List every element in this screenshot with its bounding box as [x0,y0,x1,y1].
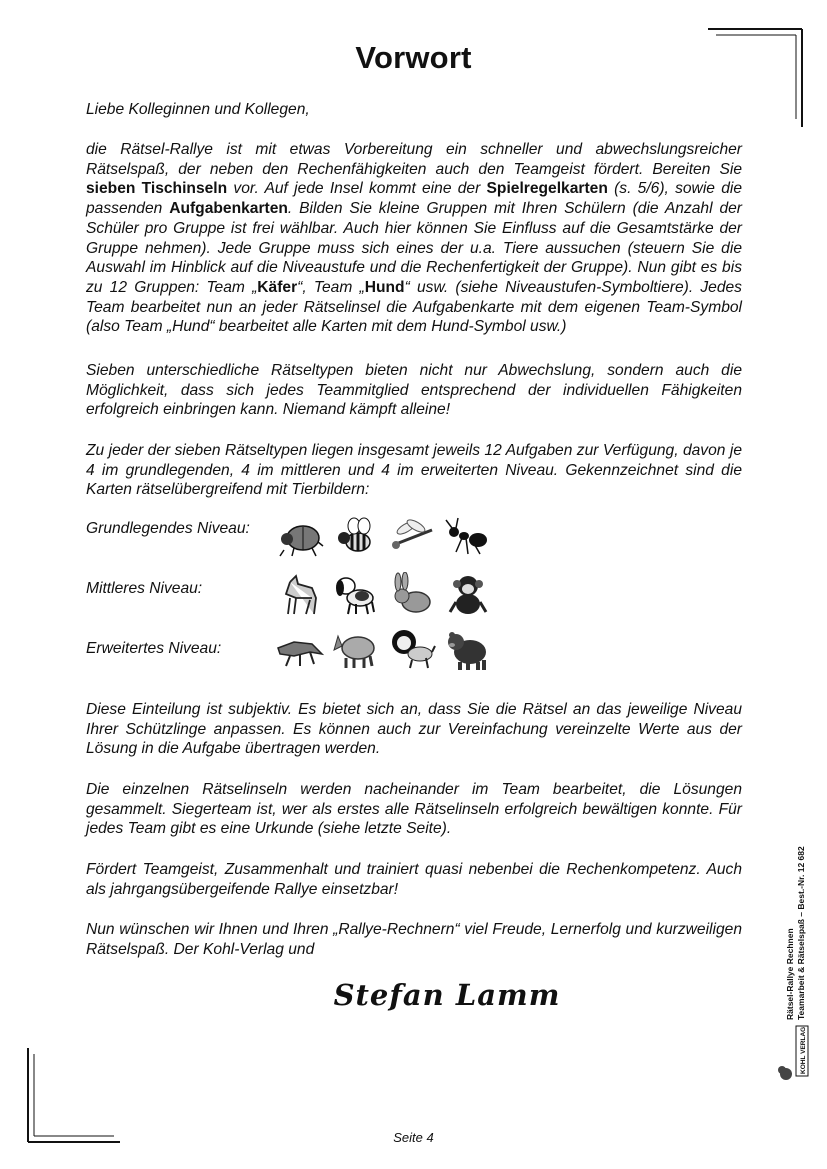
bold-term: Käfer [257,278,298,296]
ant-icon [444,514,492,558]
paragraph-intro [86,140,742,337]
publisher-logo [776,1022,810,1084]
lion-icon [388,626,436,670]
text-span: (s. 5/6), sowie die passenden [86,180,743,218]
rhino-icon [332,626,380,670]
paragraph-closing: Nun wünschen wir Ihnen und Ihren „Rallye-Rechnern“ viel Freude, Lernerfolg und kurzweiligen Rätselspaß. Der Kohl-Verlag und [86,921,742,958]
sidebar-subtitle: Teamarbeit & Rätselspaß [796,919,806,1020]
paragraph-teamspirit: Fördert Teamgeist, Zusammenhalt und trainiert quasi nebenbei die Rechenkompetenz. Auch als jahrgangsübergeifende Rallye einsetzbar! [86,861,742,898]
sidebar-order-number: – Best.-Nr. 12 682 [796,846,806,917]
level-label-medium: Mittleres Niveau: [86,580,203,597]
level-label-advanced: Erweitertes Niveau: [86,640,222,657]
bee-icon [332,514,380,558]
bold-term: Spielregelkarten [486,180,608,198]
text-span: vor. Auf jede Insel kommt eine der [227,180,487,198]
beetle-icon [276,514,324,558]
sidebar-line-subtitle [796,846,806,1020]
bold-term: Aufgabenkarten [169,200,288,218]
crocodile-icon [276,626,324,670]
author-signature: Stefan Lamm [333,978,561,1012]
bear-icon [444,626,492,670]
sidebar-line-title: Rätsel-Rallye Rechnen [785,928,795,1020]
animal-row-advanced [276,626,492,670]
paragraph-procedure: Die einzelnen Rätselinseln werden nacheinander im Team bearbeitet, die Lösungen gesammelt. Siegerteam ist, wer als erstes alle Rätselinseln erfolgreich bewältigen konnte. Für jedes Team gibt es eine Urkunde (siehe letzte Seite). [86,781,742,838]
monkey-icon [444,572,492,616]
paragraph-puzzle-types: Sieben unterschiedliche Rätseltypen bieten nicht nur Abwechslung, sondern auch die Möglichkeit, dass sich jedes Teammitglied entsprechend der individuellen Fähigkeiten erfolgreich einbringen kann. Niemand kämpft alleine! [86,362,742,419]
page-number: Seite 4 [393,1130,434,1145]
text-span: “, Team „ [297,278,365,296]
rabbit-icon [388,572,436,616]
publisher-logo-text: KOHL VERLAG [800,1026,807,1074]
animal-row-medium [276,572,492,616]
bold-term: sieben Tischinseln [86,180,228,198]
text-span: “ usw. (siehe Niveaustufen-Symboltiere). Jedes Team bearbeitet nun an jeder Rätselinsel die Aufgabenkarte mit dem eigenen Team-Symbol (also Team „Hund“ bearbeitet alle Karten mit dem Hund-Symbol usw.) [86,278,742,336]
text-span: . Bilden Sie kleine Gruppen mit Ihren Schülern (die Anzahl der Schüler pro Gruppe ist frei wählbar. Auch hier können Sie Einfluss auf die Gesamtstärke der Gruppe nehmen). Jede Gruppe muss sich eines der u.a. Tiere aussuchen (steuern Sie die Auswahl im Hinblick auf die Niveaustufe und die Rechenfertigkeit der Gruppe). Nun gibt es bis zu 12 Gruppen: Team „ [86,200,742,296]
bold-term: Hund [364,278,405,296]
page-title: Vorwort [355,40,472,75]
text-span: die Rätsel-Rallye ist mit etwas Vorbereitung ein schneller und abwechslungsreicher Rätselspaß, der neben den Rechenfähigkeiten auch den Teamgeist fördert. Bereiten Sie [86,141,742,178]
paragraph-subjective: Diese Einteilung ist subjektiv. Es bietet sich an, dass Sie die Rätsel an das jeweilige Niveau Ihrer Schützlinge anpassen. Es können auch zur Vereinfachung vereinzelte Werte aus der Lösung in die Aufgabe übertragen werden. [86,701,742,758]
level-label-basic: Grundlegendes Niveau: [86,520,250,537]
dragonfly-icon [388,514,436,558]
horse-icon [276,572,324,616]
dog-icon [332,572,380,616]
animal-row-basic [276,514,492,558]
paragraph-levels-intro: Zu jeder der sieben Rätseltypen liegen insgesamt jeweils 12 Aufgaben zur Verfügung, davon je 4 im grundlegenden, 4 im mittleren und 4 im erweiterten Niveau. Gekennzeichnet sind die Karten rätselübergreifend mit Tierbildern: [86,442,742,499]
sidebar-credits [785,790,815,1020]
greeting: Liebe Kolleginnen und Kollegen, [86,101,310,118]
